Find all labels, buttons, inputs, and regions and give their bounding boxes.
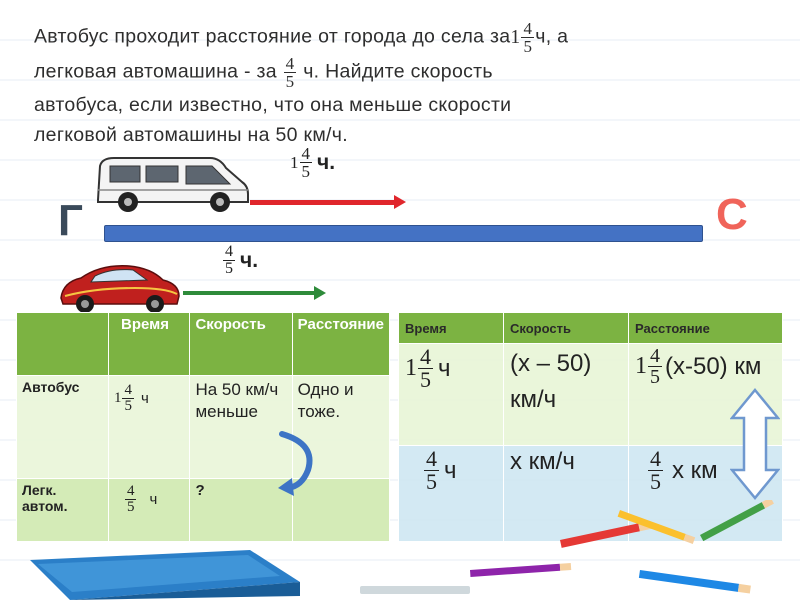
car-image xyxy=(55,258,185,318)
left-header-distance: Расстояние xyxy=(292,313,389,376)
curved-arrow-icon xyxy=(276,430,320,500)
left-header-empty xyxy=(17,313,109,376)
left-row-bus-label: Автобус xyxy=(17,376,109,479)
right-row-bus-speed: (x – 50) км/ч xyxy=(504,344,629,446)
left-header-speed: Скорость xyxy=(190,313,292,376)
bus-arrow xyxy=(250,200,396,205)
problem-text xyxy=(34,20,774,150)
problem-line-2: легковая автомашина - за $\frac{4}{5}$ ч. Найдите скорость xyxy=(34,54,493,91)
car-time-label: $\frac{4}{5}$ ч. xyxy=(225,243,259,277)
left-row-bus-time: 1 $\frac{4}{5}$ ч xyxy=(108,376,189,479)
start-city-label: Г xyxy=(58,196,83,245)
problem-line-3: автобуса, если известно, что она меньше скорости xyxy=(34,94,512,116)
right-row-car-speed: x км/ч xyxy=(504,446,629,542)
left-row-bus-distance: Одно и тоже. xyxy=(292,376,389,479)
problem-line-4: легковой автомашины на 50 км/ч. xyxy=(34,124,348,146)
right-row-car-time: $\frac{4}{5}$ ч xyxy=(399,446,504,542)
left-row-car-label: Легк. автом. xyxy=(17,478,109,541)
right-row-bus-time: 1 $\frac{4}{5}$ ч xyxy=(399,344,504,446)
right-row-bus-distance: 1 $\frac{4}{5}$ (x-50) км xyxy=(629,344,783,446)
left-row-car-speed: ? xyxy=(190,478,292,541)
left-row-bus-speed: На 50 км/ч меньше xyxy=(190,376,292,479)
end-city-label: С xyxy=(716,190,748,239)
right-header-time: Время xyxy=(399,313,504,344)
problem-line-1: Автобус проходит расстояние от города до села за 1 $\frac{4}{5}$ ч, а xyxy=(34,19,569,56)
bus-time-label: 1 $\frac{4}{5}$ ч. xyxy=(290,144,336,181)
right-header-distance: Расстояние xyxy=(629,313,783,344)
left-row-car-time: $\frac{4}{5}$ ч xyxy=(108,478,189,541)
left-header-time: Время xyxy=(108,313,189,376)
school-supplies-image xyxy=(0,500,800,600)
right-row-car-distance: $\frac{4}{5}$ x км xyxy=(629,446,783,542)
double-arrow-icon xyxy=(730,388,780,500)
fraction-car-time: $\frac{4}{5}$ xyxy=(285,54,295,91)
bus-image xyxy=(92,152,252,216)
fraction-bus-time: 1 $\frac{4}{5}$ xyxy=(510,19,533,56)
car-arrow xyxy=(183,291,316,295)
road-line xyxy=(104,225,703,242)
right-header-speed: Скорость xyxy=(504,313,629,344)
